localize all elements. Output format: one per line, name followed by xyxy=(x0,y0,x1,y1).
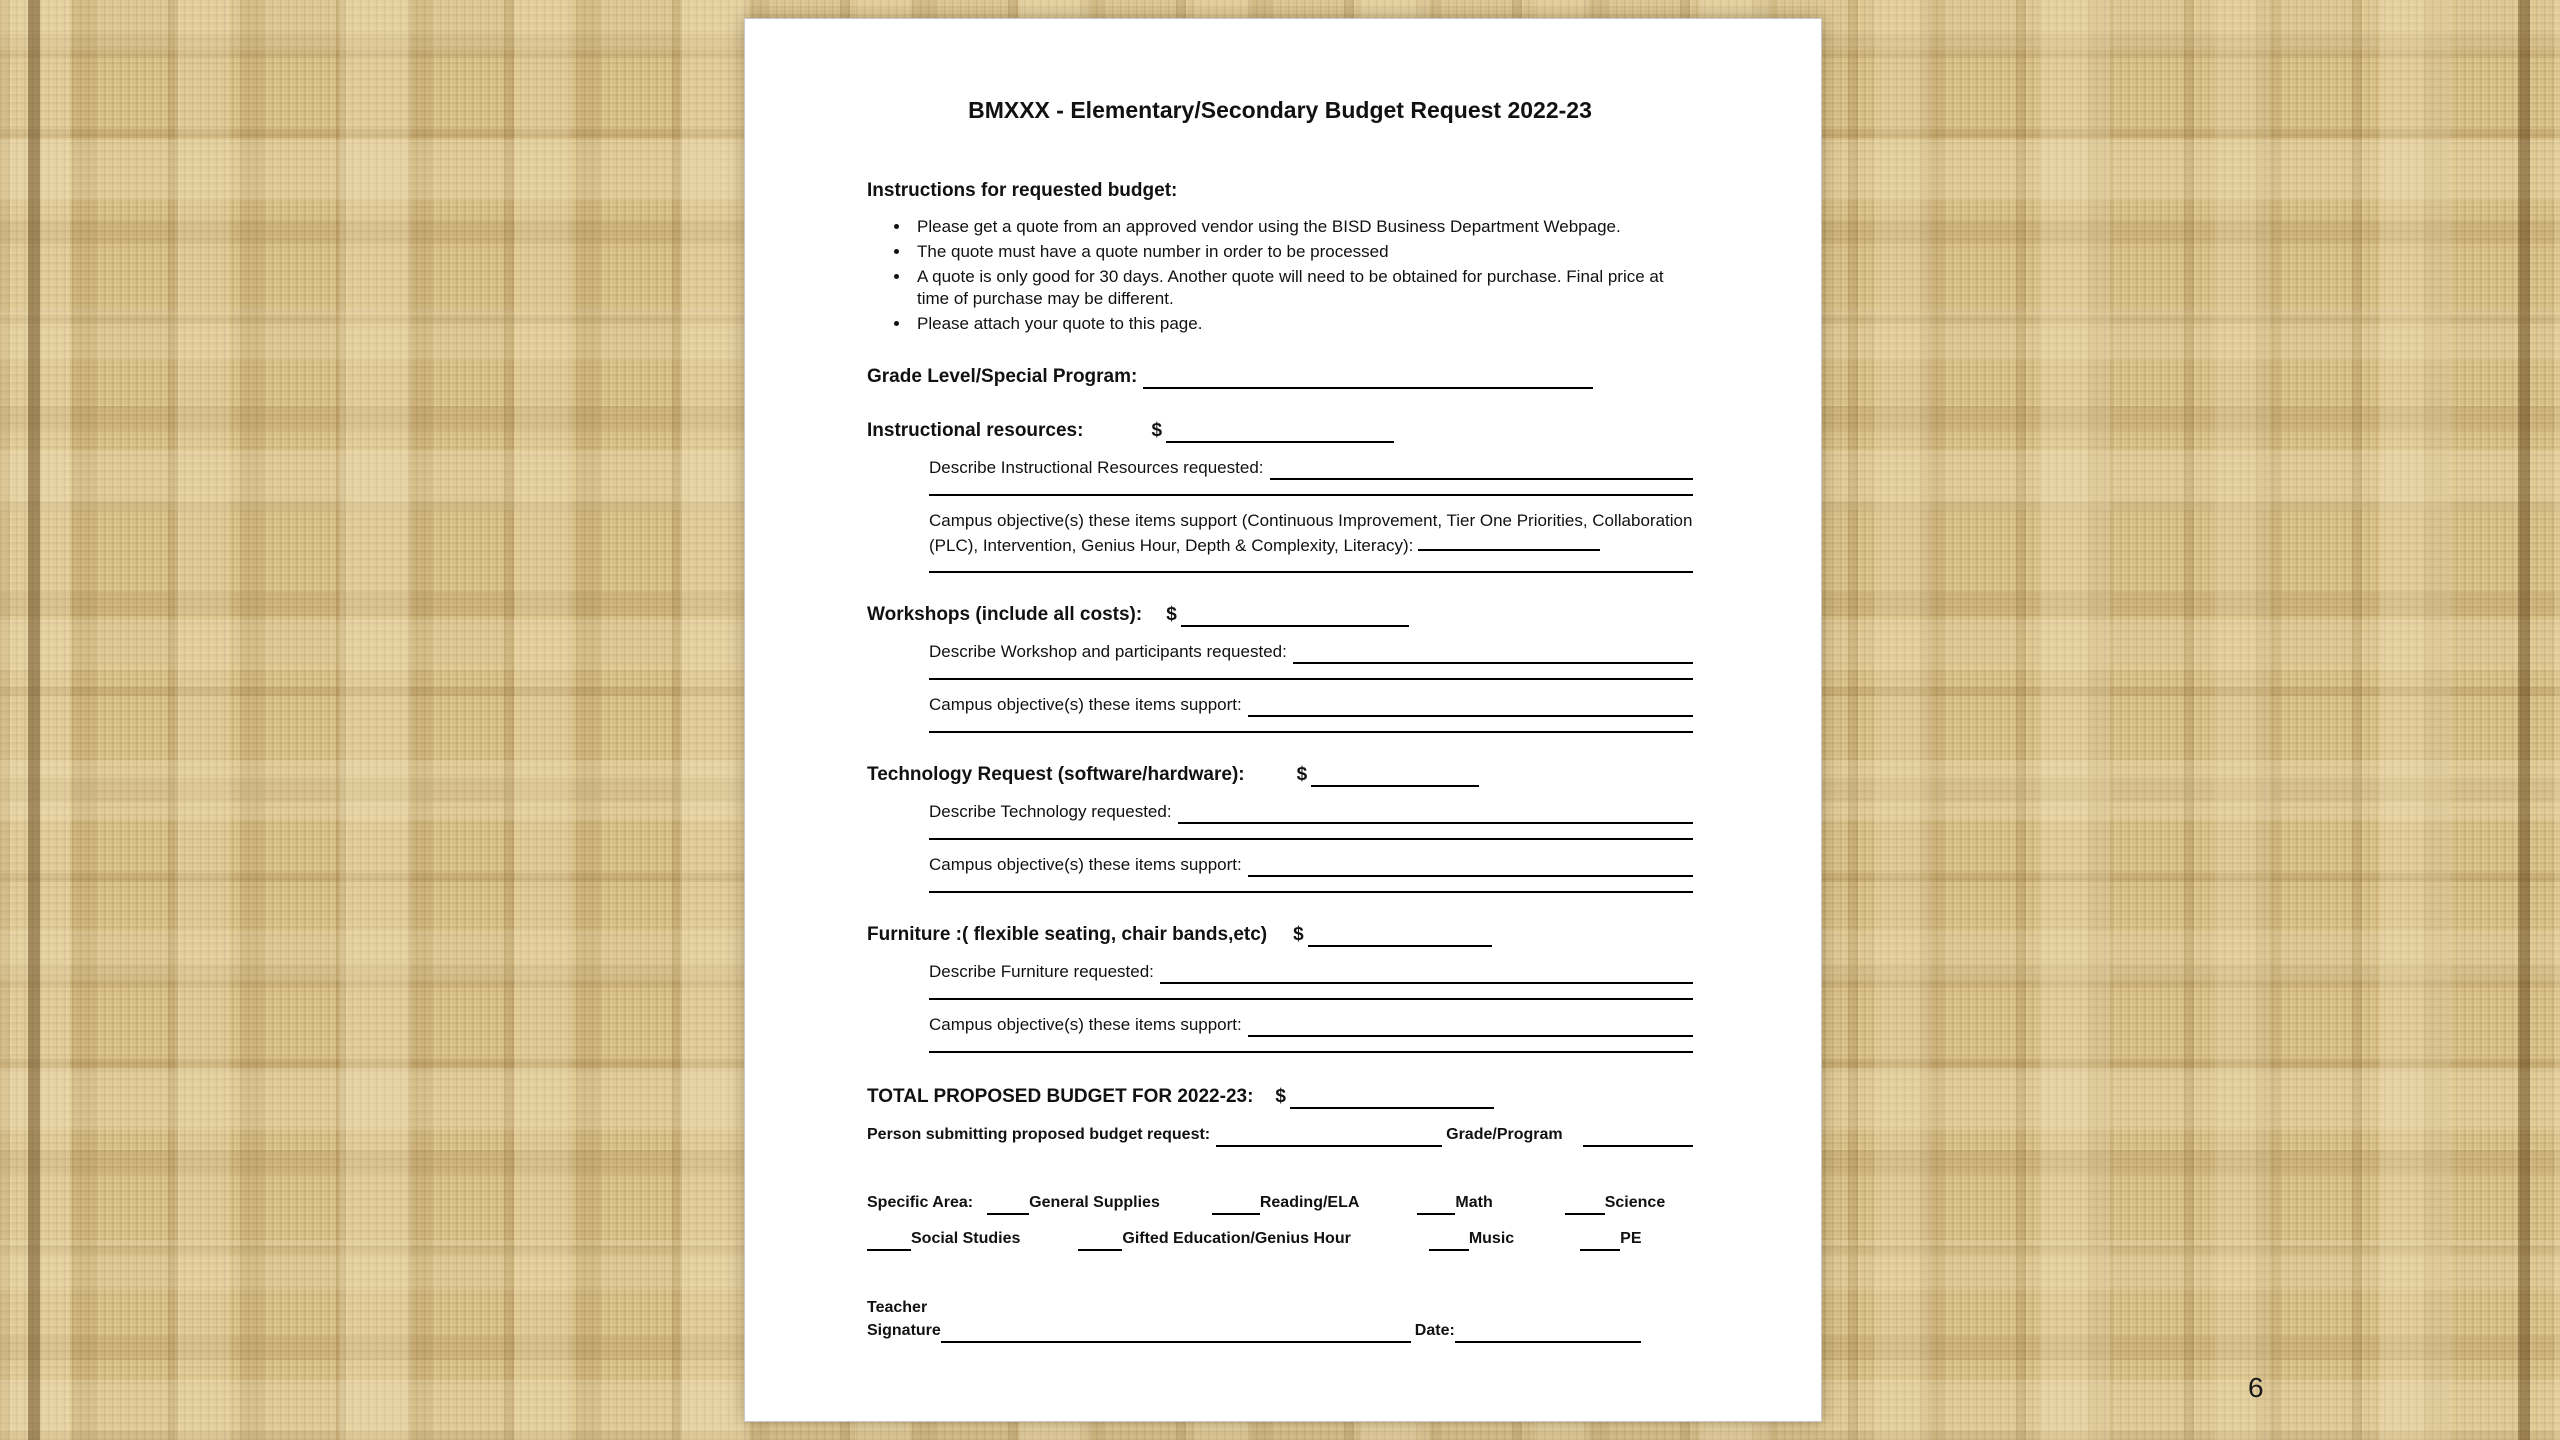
amount-blank-line xyxy=(1181,608,1409,627)
section-technology xyxy=(867,763,1693,893)
amount-blank-line xyxy=(1311,768,1479,787)
section-workshops xyxy=(867,603,1693,733)
area-label: Reading/ELA xyxy=(1259,1194,1360,1211)
currency-symbol: $ xyxy=(1293,924,1304,945)
blank-line xyxy=(929,678,1693,680)
teacher-label: Teacher xyxy=(867,1299,928,1316)
describe-blank-line xyxy=(1160,965,1693,984)
area-label: Science xyxy=(1604,1194,1666,1211)
objectives-blank-line xyxy=(1248,1018,1693,1037)
signature-label: Signature xyxy=(867,1322,941,1339)
checkbox-blank-line xyxy=(1565,1198,1605,1215)
grade-level-label: Grade Level/Special Program: xyxy=(867,366,1138,387)
describe-label: Describe Instructional Resources requested: xyxy=(929,458,1264,477)
blank-line xyxy=(929,1051,1693,1053)
section-label: Workshops (include all costs): xyxy=(867,604,1143,625)
describe-label: Describe Technology requested: xyxy=(929,802,1172,821)
currency-symbol: $ xyxy=(1296,764,1308,785)
describe-label: Describe Furniture requested: xyxy=(929,962,1154,981)
blank-line xyxy=(929,998,1693,1000)
date-label: Date: xyxy=(1414,1322,1455,1339)
grade-program-label: Grade/Program xyxy=(1446,1126,1563,1143)
slide-page-number: 6 xyxy=(2248,1372,2264,1403)
document-page xyxy=(744,18,1822,1422)
objectives-blank-line xyxy=(1248,698,1693,717)
total-blank-line xyxy=(1290,1090,1494,1109)
checkbox-blank-line xyxy=(1212,1198,1260,1215)
objectives-label: Campus objective(s) these items support: xyxy=(929,695,1242,714)
amount-blank-line xyxy=(1166,424,1394,443)
section-instructional-resources xyxy=(867,419,1693,573)
checkbox-blank-line xyxy=(867,1234,911,1251)
instruction-item: • Please attach your quote to this page. xyxy=(911,313,1693,335)
currency-symbol: $ xyxy=(1166,604,1177,625)
specific-area-label: Specific Area: xyxy=(867,1194,974,1211)
grade-level-row xyxy=(867,365,1693,389)
area-label: Math xyxy=(1455,1194,1493,1211)
document-title: BMXXX - Elementary/Secondary Budget Request 2022-23 xyxy=(968,97,1592,123)
section-label: Furniture :( flexible seating, chair bands,etc) xyxy=(867,924,1268,945)
area-label: PE xyxy=(1620,1230,1642,1247)
amount-blank-line xyxy=(1308,928,1492,947)
checkbox-blank-line xyxy=(1580,1234,1620,1251)
describe-blank-line xyxy=(1270,461,1694,480)
area-label: General Supplies xyxy=(1029,1194,1160,1211)
objectives-blank-line xyxy=(1248,858,1693,877)
currency-symbol: $ xyxy=(1151,420,1163,441)
section-label: Technology Request (software/hardware): xyxy=(867,764,1245,785)
describe-label: Describe Workshop and participants requested: xyxy=(929,642,1287,661)
total-budget-row xyxy=(867,1085,1693,1109)
checkbox-blank-line xyxy=(1429,1234,1469,1251)
area-label: Music xyxy=(1468,1230,1515,1247)
checkbox-blank-line xyxy=(987,1198,1029,1215)
objectives-label: Campus objective(s) these items support: xyxy=(929,1015,1242,1034)
section-label: Instructional resources: xyxy=(867,420,1084,441)
instructions-list xyxy=(911,216,1693,335)
area-label: Gifted Education/Genius Hour xyxy=(1122,1230,1351,1247)
blank-line xyxy=(929,838,1693,840)
objectives-blank-line xyxy=(1418,532,1600,551)
objectives-label: Campus objective(s) these items support (Continuous Improvement, Tier One Priorities, Collaboration (PLC), Intervention, Genius Hour, Depth & Complexity, Literacy): xyxy=(929,511,1693,555)
grade-program-blank-line xyxy=(1583,1130,1693,1147)
objectives-paragraph xyxy=(929,509,1693,557)
instruction-item: • A quote is only good for 30 days. Another quote will need to be obtained for purchase. Final price at time of purchase may be different. xyxy=(911,266,1693,310)
checkbox-blank-line xyxy=(1078,1234,1122,1251)
specific-area-row-1 xyxy=(867,1191,1693,1215)
objectives-label: Campus objective(s) these items support: xyxy=(929,855,1242,874)
instruction-item: • Please get a quote from an approved vendor using the BISD Business Department Webpage. xyxy=(911,216,1693,238)
person-blank-line xyxy=(1216,1130,1442,1147)
teacher-signature-block xyxy=(867,1299,1693,1343)
section-furniture xyxy=(867,923,1693,1053)
currency-symbol: $ xyxy=(1275,1086,1286,1107)
signature-blank-line xyxy=(941,1326,1411,1343)
checkbox-blank-line xyxy=(1417,1198,1455,1215)
blank-line xyxy=(929,571,1693,573)
specific-area-row-2 xyxy=(867,1227,1693,1251)
grade-level-blank-line xyxy=(1143,370,1593,389)
total-budget-label: TOTAL PROPOSED BUDGET FOR 2022-23: xyxy=(867,1086,1254,1107)
instruction-item: • The quote must have a quote number in order to be processed xyxy=(911,241,1693,263)
describe-blank-line xyxy=(1178,805,1693,824)
blank-line xyxy=(929,494,1693,496)
person-submitting-label: Person submitting proposed budget request: xyxy=(867,1126,1211,1143)
date-blank-line xyxy=(1455,1326,1641,1343)
instructions-heading: Instructions for requested budget: xyxy=(867,180,1178,201)
blank-line xyxy=(929,891,1693,893)
area-label: Social Studies xyxy=(911,1230,1021,1247)
person-submitting-row xyxy=(867,1123,1693,1147)
describe-blank-line xyxy=(1293,645,1693,664)
blank-line xyxy=(929,731,1693,733)
